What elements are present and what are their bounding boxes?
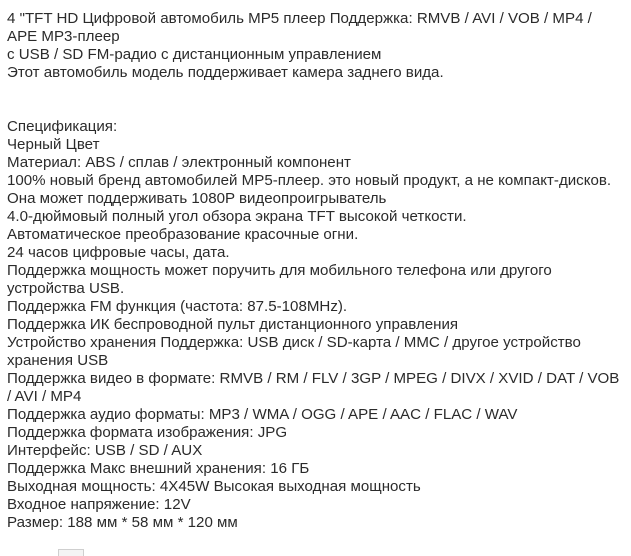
product-description [7, 10, 623, 532]
spec-item: Размер: 188 мм * 58 мм * 120 мм [7, 514, 238, 531]
spec-item: Автоматическое преобразование красочные огни. [7, 226, 359, 243]
spec-item: Интерфейс: USB / SD / AUX [7, 442, 203, 459]
intro-line: Этот автомобиль модель поддерживает камера заднего вида. [7, 64, 444, 81]
page-edge-control[interactable] [58, 549, 84, 556]
spec-item: 4.0-дюймовый полный угол обзора экрана TFT высокой четкости. [7, 208, 467, 225]
spec-item: Черный Цвет [7, 136, 100, 153]
spec-item: Материал: ABS / сплав / электронный компонент [7, 154, 351, 171]
spec-item: Выходная мощность: 4X45W Высокая выходная мощность [7, 478, 421, 495]
spec-heading: Спецификация: [7, 118, 118, 135]
intro-line: 4 "TFT HD Цифровой автомобиль MP5 плеер Поддержка: RMVB / AVI / VOB / MP4 / APE MP3-плеер [7, 10, 592, 45]
spec-item: Поддержка FM функция (частота: 87.5-108MHz). [7, 298, 348, 315]
spec-item: 24 часов цифровые часы, дата. [7, 244, 230, 261]
spec-item: Устройство хранения Поддержка: USB диск / SD-карта / MMC / другое устройство хранения USB [7, 334, 581, 369]
spec-item: Поддержка аудио форматы: MP3 / WMA / OGG / APE / AAC / FLAC / WAV [7, 406, 518, 423]
spec-item: Поддержка Макс внешний хранения: 16 ГБ [7, 460, 310, 477]
intro-line: с USB / SD FM-радио с дистанционным управлением [7, 46, 382, 63]
spec-item: Поддержка формата изображения: JPG [7, 424, 288, 441]
spec-item: Входное напряжение: 12V [7, 496, 191, 513]
spec-item: Она может поддерживать 1080P видеопроигрыватель [7, 190, 387, 207]
spec-item: 100% новый бренд автомобилей MP5-плеер. это новый продукт, а не компакт-дисков. [7, 172, 612, 189]
spec-item: Поддержка мощность может поручить для мобильного телефона или другого устройства USB. [7, 262, 552, 297]
spec-item: Поддержка ИК беспроводной пульт дистанционного управления [7, 316, 459, 333]
spec-item: Поддержка видео в формате: RMVB / RM / FLV / 3GP / MPEG / DIVX / XVID / DAT / VOB / AVI / MP4 [7, 370, 620, 405]
